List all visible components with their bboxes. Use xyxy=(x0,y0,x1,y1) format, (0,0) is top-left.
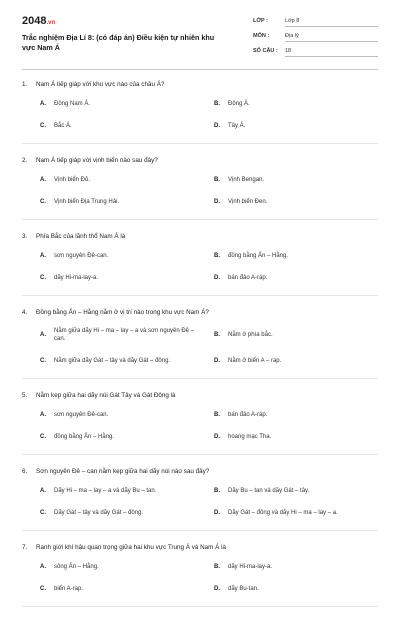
answer-option[interactable] xyxy=(214,508,388,517)
question-item xyxy=(0,391,400,454)
answer-text: Dãy Bu – tan và dãy Gát – tây. xyxy=(228,487,310,494)
answer-letter: C. xyxy=(40,509,46,516)
answer-letter: B. xyxy=(214,252,220,259)
answer-option[interactable] xyxy=(40,508,214,517)
question-stem: Nam Á tiếp giáp với khu vực nào của châu Á? xyxy=(36,81,165,88)
answer-letter: C. xyxy=(40,274,46,281)
answer-text: bán đảo A-ráp. xyxy=(228,274,268,281)
site-logo[interactable] xyxy=(22,15,55,27)
answer-option[interactable] xyxy=(40,99,214,108)
answer-letter: B. xyxy=(214,411,220,418)
grade-label: LỚP : xyxy=(253,18,268,24)
question-count-value: 18 xyxy=(285,48,378,57)
answer-option[interactable] xyxy=(214,197,388,206)
answer-letter: A. xyxy=(40,176,46,183)
answer-letter: D. xyxy=(214,122,220,129)
answer-options xyxy=(40,562,378,606)
question-count-label: SỐ CÂU : xyxy=(253,48,278,54)
question-divider xyxy=(22,454,378,455)
answer-text: hoang mạc Tha. xyxy=(228,433,272,440)
answer-text: Đông Nam Á. xyxy=(54,100,91,107)
answer-text: Vịnh Bengan. xyxy=(228,176,265,183)
answer-letter: D. xyxy=(214,433,220,440)
worksheet-title: Trắc nghiệm Địa Lí 8: (có đáp án) Điều kiện tự nhiên khu vực Nam Á xyxy=(22,33,215,52)
subject-label: MÔN : xyxy=(253,33,270,39)
answer-option[interactable] xyxy=(40,251,214,260)
answer-option[interactable] xyxy=(40,356,214,365)
answer-option[interactable] xyxy=(214,99,388,108)
answer-option[interactable] xyxy=(214,356,388,365)
answer-letter: A. xyxy=(40,487,46,494)
answer-letter: B. xyxy=(214,563,220,570)
answer-option[interactable] xyxy=(214,486,388,495)
question-item xyxy=(0,308,400,378)
answer-letter: B. xyxy=(214,176,220,183)
answer-letter: A. xyxy=(40,100,46,107)
question-text xyxy=(22,467,378,476)
question-text xyxy=(22,308,378,317)
logo-main: 2048 xyxy=(22,15,47,27)
answer-text: Vịnh biển Địa Trung Hải. xyxy=(54,198,120,205)
answer-option[interactable] xyxy=(214,273,388,282)
answer-text: Bắc Á. xyxy=(54,122,72,129)
answer-letter: A. xyxy=(40,252,46,259)
answer-option[interactable] xyxy=(40,327,214,343)
answer-text: Nằm ở phía bắc. xyxy=(228,332,273,338)
question-number: 7. xyxy=(22,544,28,551)
answer-text: Đông Á. xyxy=(228,100,250,107)
answer-text: dãy Hi-ma-lay-a. xyxy=(54,274,99,281)
answer-option[interactable] xyxy=(214,432,388,441)
answer-letter: C. xyxy=(40,433,46,440)
answer-text: sơn nguyên Đê-can. xyxy=(54,252,109,259)
answer-text: dãy Hi-ma-lay-a. xyxy=(228,563,273,570)
answer-text: Dãy Gát – đông và dãy Hi – ma – lay – a. xyxy=(228,509,338,516)
answer-options xyxy=(40,99,378,143)
answer-text: Nằm giữa dãy Hi – ma – lay – a và sơn nguyên Đê – can. xyxy=(54,328,195,342)
answer-options xyxy=(40,410,378,454)
answer-letter: B. xyxy=(214,487,220,494)
answer-letter: D. xyxy=(214,274,220,281)
question-list xyxy=(0,80,400,619)
question-divider xyxy=(22,295,378,296)
answer-letter: D. xyxy=(214,357,220,364)
question-item xyxy=(0,80,400,143)
answer-option[interactable] xyxy=(40,121,214,130)
logo-tld: .vn xyxy=(46,20,56,26)
question-stem: Ranh giới khí hậu quan trọng giữa hai khu vực Trung Á và Nam Á là xyxy=(36,544,227,551)
question-item xyxy=(0,543,400,606)
answer-option[interactable] xyxy=(214,251,388,260)
question-number: 1. xyxy=(22,81,28,88)
question-text xyxy=(22,80,378,89)
header-divider xyxy=(22,69,378,70)
answer-text: Vịnh biển Đen. xyxy=(228,198,268,205)
question-divider xyxy=(22,219,378,220)
answer-options xyxy=(40,175,378,219)
answer-option[interactable] xyxy=(214,584,388,593)
answer-option[interactable] xyxy=(40,562,214,571)
subject-value: Địa lý xyxy=(285,33,378,42)
question-stem: Đồng bằng Ấn – Hằng nằm ở vị trí nào trong khu vực Nam Á? xyxy=(36,309,209,316)
answer-text: Nằm ở biển A – rap. xyxy=(228,357,282,364)
answer-text: Vịnh biển Đỏ. xyxy=(54,176,91,183)
answer-option[interactable] xyxy=(40,410,214,419)
question-item xyxy=(0,232,400,295)
answer-option[interactable] xyxy=(40,584,214,593)
answer-letter: B. xyxy=(214,100,220,107)
question-text xyxy=(22,543,378,552)
answer-text: sông Ấn – Hằng. xyxy=(54,563,99,570)
answer-text: bán đảo A-ráp. xyxy=(228,411,268,418)
answer-letter: C. xyxy=(40,122,46,129)
worksheet-header xyxy=(0,0,400,68)
answer-letter: D. xyxy=(214,509,220,516)
question-divider xyxy=(22,143,378,144)
answer-options xyxy=(40,251,378,295)
answer-option[interactable] xyxy=(40,273,214,282)
answer-text: sơn nguyên Đê-can. xyxy=(54,411,109,418)
question-text xyxy=(22,156,378,165)
answer-text: Nằm giữa dãy Gát – tây và dãy Gát – đông. xyxy=(54,357,171,364)
answer-options xyxy=(40,327,378,378)
question-divider xyxy=(22,530,378,531)
answer-text: Tây Á. xyxy=(228,122,246,129)
answer-option[interactable] xyxy=(40,197,214,206)
answer-option[interactable] xyxy=(40,486,214,495)
question-item xyxy=(0,156,400,219)
answer-letter: B. xyxy=(214,332,220,338)
answer-letter: A. xyxy=(40,411,46,418)
answer-option[interactable] xyxy=(214,562,388,571)
question-stem: Sơn nguyên Đê – can nằm kẹp giữa hai dãy núi nào sau đây? xyxy=(36,468,210,475)
answer-text: Dãy Gát – tây và dãy Gát – đông. xyxy=(54,509,144,516)
answer-text: Dãy Hi – ma – lay – a và dãy Bu – tan. xyxy=(54,487,157,494)
answer-letter: A. xyxy=(40,332,46,338)
question-stem: Phía Bắc của lãnh thổ Nam Á là xyxy=(36,233,126,240)
question-text xyxy=(22,391,378,400)
answer-text: đồng bằng Ấn – Hằng. xyxy=(54,433,115,440)
answer-letter: C. xyxy=(40,585,46,592)
answer-text: dãy Bu-tan. xyxy=(228,585,259,592)
question-stem: Nam Á tiếp giáp với vịnh biển nào sau đây? xyxy=(36,157,158,164)
answer-letter: D. xyxy=(214,198,220,205)
answer-letter: A. xyxy=(40,563,46,570)
question-text xyxy=(22,232,378,241)
answer-option[interactable] xyxy=(40,432,214,441)
answer-options xyxy=(40,486,378,530)
answer-letter: C. xyxy=(40,357,46,364)
answer-text: biển A-rap. xyxy=(54,585,84,592)
question-number: 4. xyxy=(22,309,28,316)
answer-option[interactable] xyxy=(214,121,388,130)
answer-text: đồng bằng Ấn – Hằng. xyxy=(228,252,289,259)
question-item xyxy=(0,467,400,530)
answer-option[interactable] xyxy=(214,327,388,343)
grade-value: Lớp 8 xyxy=(285,18,378,27)
answer-letter: C. xyxy=(40,198,46,205)
answer-option[interactable] xyxy=(214,175,388,184)
answer-letter: D. xyxy=(214,585,220,592)
question-divider xyxy=(22,606,378,607)
answer-option[interactable] xyxy=(40,175,214,184)
question-number: 2. xyxy=(22,157,28,164)
question-number: 5. xyxy=(22,392,28,399)
question-divider xyxy=(22,378,378,379)
answer-option[interactable] xyxy=(214,410,388,419)
question-number: 3. xyxy=(22,233,28,240)
question-number: 6. xyxy=(22,468,28,475)
question-stem: Nằm kẹp giữa hai dãy núi Gát Tây và Gát Đông là xyxy=(36,392,176,399)
